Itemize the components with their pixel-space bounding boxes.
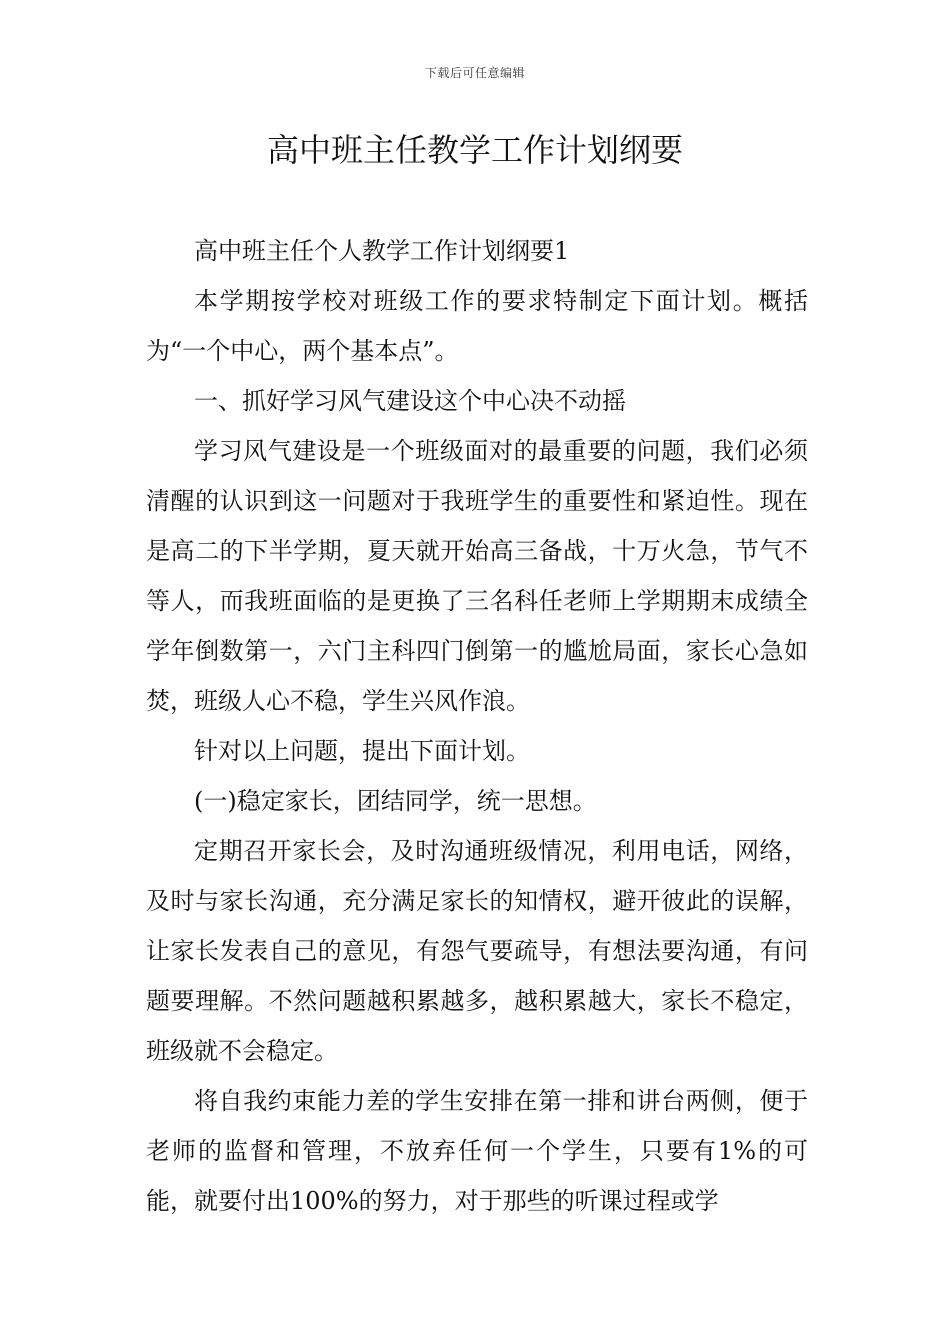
section-heading-1: 一、抓好学习风气建设这个中心决不动摇 bbox=[194, 387, 626, 415]
document-body bbox=[146, 226, 808, 1226]
subsection-heading-1: (一)稳定家长，团结同学，统一思想。 bbox=[194, 787, 597, 815]
paragraph-study-atmosphere: 学习风气建设是一个班级面对的最重要的问题，我们必须清醒的认识到这一问题对于我班学生的重要性和紧迫性。现在是高二的下半学期，夏天就开始高三备战，十万火急，节气不等人，而我班面临的是更换了三名科任老师上学期期末成绩全学年倒数第一，六门主科四门倒第一的尴尬局面，家长心急如焚，班级人心不稳，学生兴风作浪。 bbox=[146, 437, 808, 715]
header-note: 下载后可任意编辑 bbox=[424, 66, 525, 80]
paragraph-seating: 将自我约束能力差的学生安排在第一排和讲台两侧，便于老师的监督和管理，不放弃任何一个学生，只要有1%的可能，就要付出100%的努力，对于那些的听课过程或学 bbox=[146, 1087, 808, 1215]
paragraph-plan-intro: 针对以上问题，提出下面计划。 bbox=[194, 737, 530, 765]
paragraph-intro: 本学期按学校对班级工作的要求特制定下面计划。概括为“一个中心，两个基本点”。 bbox=[146, 287, 808, 365]
paragraph-parent-meetings: 定期召开家长会，及时沟通班级情况，利用电话，网络，及时与家长沟通，充分满足家长的知情权，避开彼此的误解，让家长发表自己的意见，有怨气要疏导，有想法要沟通，有问题要理解。不然问题越积累越多，越积累越大，家长不稳定，班级就不会稳定。 bbox=[146, 837, 808, 1065]
document-title: 高中班主任教学工作计划纲要 bbox=[266, 131, 683, 169]
paragraph-subtitle: 高中班主任个人教学工作计划纲要1 bbox=[194, 237, 570, 265]
